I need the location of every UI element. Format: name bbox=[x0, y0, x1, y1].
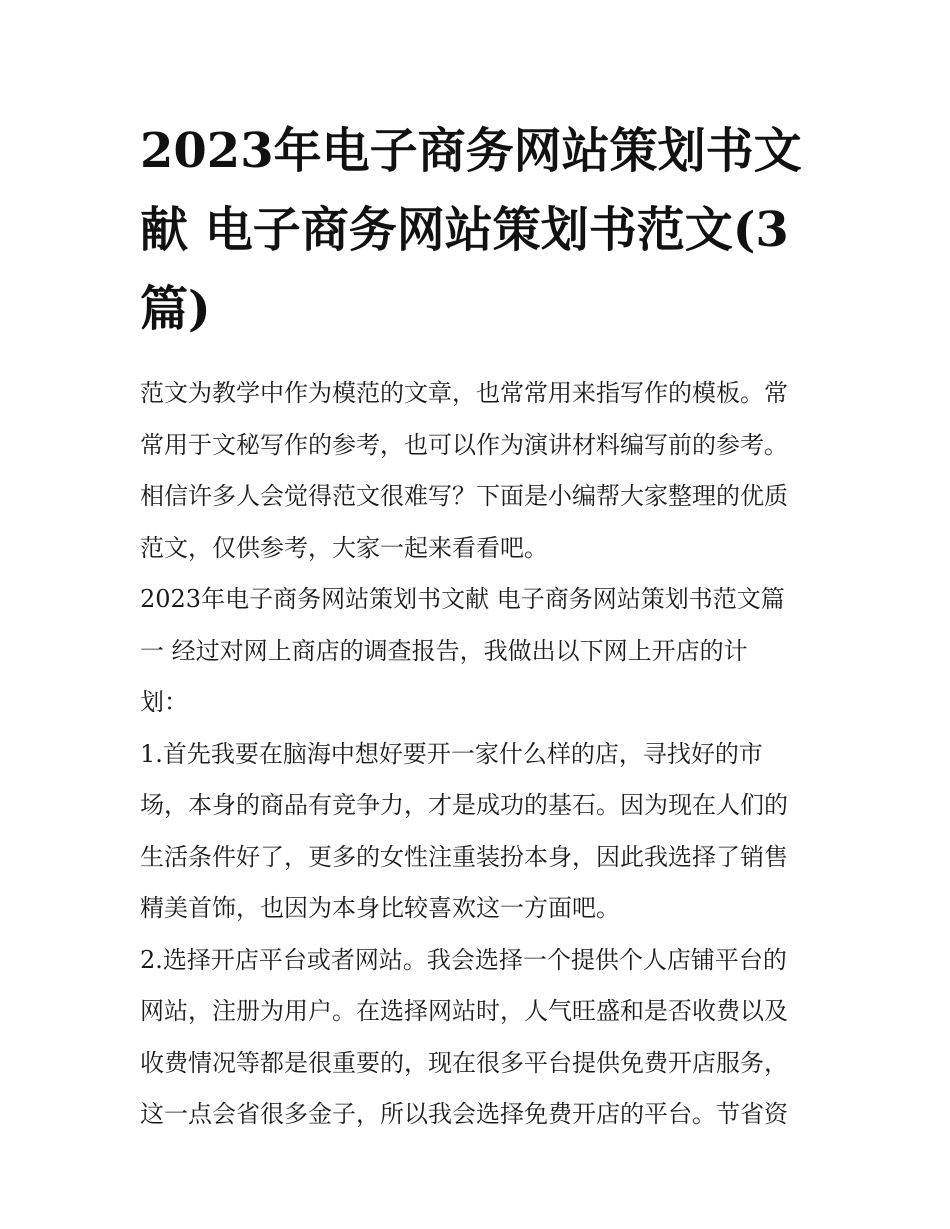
text-line: 精美首饰，也因为本身比较喜欢这一方面吧。 bbox=[140, 894, 620, 922]
text-line: 范文为教学中作为模范的文章，也常常用来指写作的模板。常 bbox=[140, 379, 788, 407]
text-line: 1.首先我要在脑海中想好要开一家什么样的店，寻找好的市 bbox=[140, 739, 763, 768]
document-content bbox=[140, 112, 815, 1141]
title-line: 2023年电子商务网站策划书文 bbox=[140, 123, 802, 179]
text-line: 划： bbox=[140, 688, 188, 716]
text-line: 2023年电子商务网站策划书文献 电子商务网站策划书范文篇 bbox=[140, 585, 785, 613]
title-line: 篇) bbox=[140, 281, 211, 337]
text-line: 范文，仅供参考，大家一起来看看吧。 bbox=[140, 533, 548, 562]
intro-paragraph bbox=[140, 368, 815, 574]
title-line: 献 电子商务网站策划书范文(3 bbox=[140, 202, 789, 258]
text-line: 一 经过对网上商店的调查报告，我做出以下网上开店的计 bbox=[140, 636, 748, 665]
text-line: 相信许多人会觉得范文很难写？下面是小编帮大家整理的优质 bbox=[140, 482, 788, 510]
text-line: 生活条件好了，更多的女性注重装扮本身，因此我选择了销售 bbox=[140, 842, 788, 871]
list-item-paragraph bbox=[140, 935, 815, 1141]
text-line: 网站，注册为用户。在选择网站时，人气旺盛和是否收费以及 bbox=[140, 997, 788, 1025]
document-body bbox=[140, 368, 815, 1141]
text-line: 场，本身的商品有竞争力，才是成功的基石。因为现在人们的 bbox=[140, 791, 788, 819]
text-line: 2.选择开店平台或者网站。我会选择一个提供个人店铺平台的 bbox=[140, 945, 787, 974]
section-heading-paragraph bbox=[140, 574, 815, 729]
list-item-paragraph bbox=[140, 729, 815, 935]
text-line: 这一点会省很多金子，所以我会选择免费开店的平台。节省资 bbox=[140, 1100, 788, 1128]
text-line: 常用于文秘写作的参考，也可以作为演讲材料编写前的参考。 bbox=[140, 430, 788, 459]
text-line: 收费情况等都是很重要的，现在很多平台提供免费开店服务， bbox=[140, 1048, 788, 1077]
document-title bbox=[140, 112, 815, 349]
